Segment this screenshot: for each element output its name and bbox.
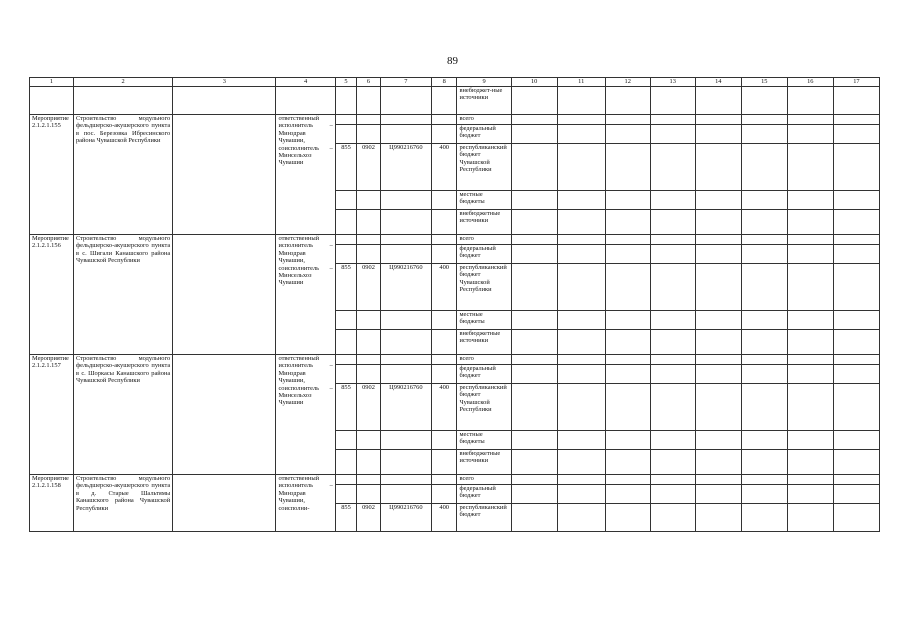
- measure-description: Строительство модульного фельдшерско-акушерского пункта в с. Шигали Канашского района Чувашской Республики: [73, 235, 172, 355]
- col-header: 8: [431, 78, 457, 87]
- source-local: местные бюджеты: [457, 191, 511, 210]
- expense-type-code: 400: [431, 504, 457, 532]
- expense-type-code: 400: [431, 264, 457, 311]
- section-code: 0902: [357, 504, 381, 532]
- source-cell: внебюджет-ные источники: [457, 87, 511, 115]
- col-header: 17: [833, 78, 879, 87]
- col-header: 15: [741, 78, 787, 87]
- source-local: местные бюджеты: [457, 431, 511, 450]
- col-header: 7: [380, 78, 431, 87]
- measure-col3: [173, 475, 276, 532]
- source-republic: республиканский бюджет Чувашской Республики: [457, 264, 511, 311]
- measure-description: Строительство модульного фельдшерско-акушерского пункта в с. Шоркасы Канашского района Чувашской Республики: [73, 355, 172, 475]
- header-row: [30, 78, 880, 87]
- table-row: [30, 235, 880, 245]
- expense-type-code: 400: [431, 144, 457, 191]
- measure-col3: [173, 235, 276, 355]
- source-extra: внебюджетные источники: [457, 450, 511, 475]
- col-header: 14: [695, 78, 741, 87]
- section-code: 0902: [357, 384, 381, 431]
- col-header: 4: [276, 78, 335, 87]
- measure-executor: ответственный исполнитель – Минздрав Чувашии, соисполнитель – Минсельхоз Чувашии: [276, 235, 335, 355]
- source-republic: республиканский бюджет: [457, 504, 511, 532]
- col-header: 9: [457, 78, 511, 87]
- grbs-code: 855: [335, 504, 356, 532]
- measure-description: Строительство модульного фельдшерско-акушерского пункта в д. Старые Шальтямы Канашского района Чувашской Республики: [73, 475, 172, 532]
- measure-col3: [173, 115, 276, 235]
- measure-id: Мероприятие 2.1.2.1.155: [30, 115, 74, 235]
- col-header: 11: [557, 78, 605, 87]
- source-total: всего: [457, 475, 511, 485]
- measure-description: Строительство модульного фельдшерско-акушерского пункта в пос. Березовка Ибресинского района Чувашской Республики: [73, 115, 172, 235]
- col-header: 5: [335, 78, 356, 87]
- grbs-code: 855: [335, 264, 356, 311]
- measure-executor: ответственный исполнитель – Минздрав Чувашии, соисполнитель – Минсельхоз Чувашии: [276, 355, 335, 475]
- table-row: [30, 355, 880, 365]
- target-article-code: Ц990216760: [380, 384, 431, 431]
- source-republic: республиканский бюджет Чувашской Республики: [457, 144, 511, 191]
- target-article-code: Ц990216760: [380, 264, 431, 311]
- page-number: 89: [447, 55, 458, 67]
- measure-id: Мероприятие 2.1.2.1.158: [30, 475, 74, 532]
- table-row: [30, 87, 880, 115]
- source-extra: внебюджетные источники: [457, 330, 511, 355]
- measure-executor: ответственный исполнитель – Минздрав Чувашии, соисполни-: [276, 475, 335, 532]
- grbs-code: 855: [335, 144, 356, 191]
- col-header: 2: [73, 78, 172, 87]
- source-total: всего: [457, 115, 511, 125]
- target-article-code: Ц990216760: [380, 144, 431, 191]
- measure-col3: [173, 355, 276, 475]
- col-header: 13: [650, 78, 695, 87]
- grbs-code: 855: [335, 384, 356, 431]
- measure-executor: ответственный исполнитель – Минздрав Чувашии, соисполнитель – Минсельхоз Чувашии: [276, 115, 335, 235]
- col-header: 10: [511, 78, 557, 87]
- col-header: 16: [787, 78, 833, 87]
- col-header: 6: [357, 78, 381, 87]
- source-extra: внебюджетные источники: [457, 210, 511, 235]
- source-republic: республиканский бюджет Чувашской Республики: [457, 384, 511, 431]
- section-code: 0902: [357, 264, 381, 311]
- program-table: [29, 77, 880, 532]
- measure-id: Мероприятие 2.1.2.1.156: [30, 235, 74, 355]
- table-row: [30, 115, 880, 125]
- source-local: местные бюджеты: [457, 311, 511, 330]
- expense-type-code: 400: [431, 384, 457, 431]
- source-federal: федеральный бюджет: [457, 245, 511, 264]
- source-total: всего: [457, 355, 511, 365]
- col-header: 12: [605, 78, 650, 87]
- source-federal: федеральный бюджет: [457, 365, 511, 384]
- col-header: 3: [173, 78, 276, 87]
- target-article-code: Ц990216760: [380, 504, 431, 532]
- section-code: 0902: [357, 144, 381, 191]
- col-header: 1: [30, 78, 74, 87]
- measure-id: Мероприятие 2.1.2.1.157: [30, 355, 74, 475]
- source-federal: федеральный бюджет: [457, 125, 511, 144]
- table-row: [30, 475, 880, 485]
- source-total: всего: [457, 235, 511, 245]
- source-federal: федеральный бюджет: [457, 485, 511, 504]
